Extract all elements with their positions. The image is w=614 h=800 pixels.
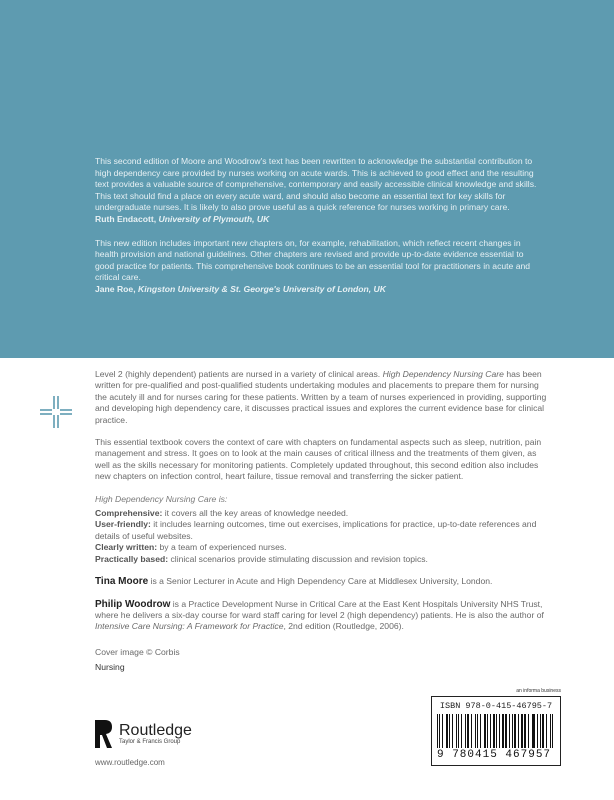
endorsement-text: This second edition of Moore and Woodrow's text has been rewritten to acknowledge the substantial contribution to high dependency care provided by nurses working on acute wards. This is achieved to good effect and the resulting text provides a valuable source of comprehensive, contemporary and easily accessible clinical knowledge and skills. This text should find a place on every acute ward, and should also become an essential text for key skills for undergraduate nurses. It is likely to also prove useful as a quick reference for nurses working in primary care. xyxy=(95,156,537,213)
endorsement-affiliation: University of Plymouth, UK xyxy=(158,213,270,224)
book-title: High Dependency Nursing Care xyxy=(382,369,504,379)
cover-credit: Cover image © Corbis xyxy=(95,646,180,657)
ean-number: 9 780415 467957 xyxy=(437,749,552,761)
endorsement-2 xyxy=(95,238,540,296)
barcode-bars xyxy=(437,714,555,748)
author-bio: Philip Woodrow is a Practice Development Nurse in Critical Care at the East Kent Hospitals University NHS Trust, where he delivers a six-day course for ward staff caring for level 2 (high dependency) patients. He is also the author of Intensive Care Nursing: A Framework for Practice, 2nd edition (Routledge, 2006). xyxy=(95,598,544,632)
informa-note: an informa business xyxy=(516,688,561,694)
publisher-logo xyxy=(95,720,192,748)
endorsement-author: Ruth Endacott, xyxy=(95,213,157,224)
back-cover-body xyxy=(95,369,550,674)
author-name: Philip Woodrow xyxy=(95,598,171,610)
publisher-group: Taylor & Francis Group xyxy=(119,739,181,745)
description-paragraph: Level 2 (highly dependent) patients are nursed in a variety of clinical areas. High Dependency Nursing Care has been written for pre-qualified and post-qualified students undertaking modules and placements to prepare them for nursing the acutely ill and for nurses caring for these patients. Written by a team of nurses experienced in providing, supporting and developing high dependency care, it discusses practical issues and explores the current evidence base for clinical practice. xyxy=(95,369,547,425)
feature-item: Comprehensive: it covers all the key areas of knowledge needed. xyxy=(95,508,349,519)
endorsement-affiliation: Kingston University & St. George's University of London, UK xyxy=(138,283,386,294)
features-title: High Dependency Nursing Care is: xyxy=(95,493,228,504)
routledge-r-icon xyxy=(95,720,113,748)
isbn-barcode xyxy=(431,696,561,766)
isbn-number: ISBN 978-0-415-46795-7 xyxy=(439,701,553,711)
subject-category: Nursing xyxy=(95,662,125,673)
medical-cross-icon xyxy=(38,394,74,430)
author-bio: Tina Moore is a Senior Lecturer in Acute and High Dependency Care at Middlesex University, London. xyxy=(95,576,493,588)
description-paragraph: This essential textbook covers the context of care with chapters on fundamental aspects such as sleep, nutrition, pain management and stress. It goes on to look at the main causes of critical illness and the treatments of them given, as well as the skills necessary for monitoring patients. Completely updated throughout, this second edition also includes new chapters on infection control, heart failure, tissue removal and transferring the sicker patient. xyxy=(95,437,542,482)
feature-item: Clearly written: by a team of experienced nurses. xyxy=(95,542,287,553)
author-name: Tina Moore xyxy=(95,576,149,588)
barcode-block xyxy=(431,688,561,766)
feature-item: Practically based: clinical scenarios provide stimulating discussion and revision topics. xyxy=(95,553,428,564)
endorsement-1 xyxy=(95,156,540,226)
features-list xyxy=(95,494,550,565)
publisher-url: www.routledge.com xyxy=(95,758,165,767)
endorsements xyxy=(95,156,540,308)
feature-item: User-friendly: it includes learning outcomes, time out exercises, implications for practice, up-to-date references and details of useful websites. xyxy=(95,519,537,541)
endorsement-author: Jane Roe, xyxy=(95,283,136,294)
publisher-name: Routledge xyxy=(119,722,192,739)
endorsement-text: This new edition includes important new chapters on, for example, rehabilitation, which reflect recent changes in health provision and national guidelines. Other chapters are revised and provide up-to-date evidence essential to good practice for patients. This comprehensive book continues to be an essential tool for practitioners in acute and critical care. xyxy=(95,237,531,283)
